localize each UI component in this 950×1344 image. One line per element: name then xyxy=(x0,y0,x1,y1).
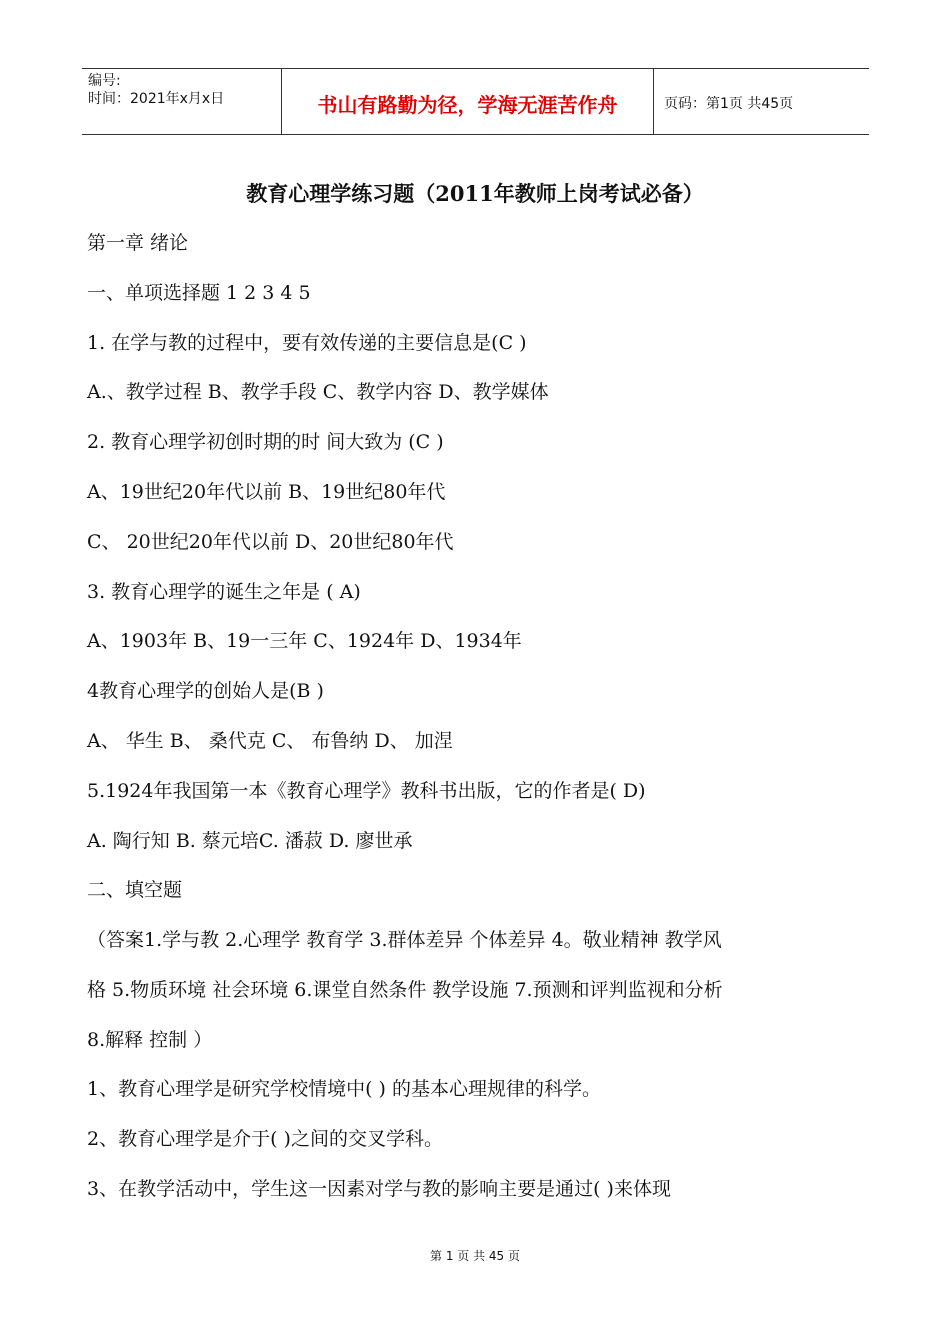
options-line: C、 20世纪20年代以前 D、20世纪80年代 xyxy=(87,531,454,553)
section-heading-fill: 二、填空题 xyxy=(87,879,183,901)
fill-question-line: 3、在教学活动中，学生这一因素对学与教的影响主要是通过( )来体现 xyxy=(87,1178,671,1200)
question-line: 1. 在学与教的过程中，要有效传递的主要信息是(C ) xyxy=(87,332,527,354)
answer-key-line: 格 5.物质环境 社会环境 6.课堂自然条件 教学设施 7.预测和评判监视和分析 xyxy=(87,979,723,1001)
answer-key-line: 8.解释 控制 ） xyxy=(87,1029,213,1051)
page-info-text: 页码：第1页 共45页 xyxy=(664,95,794,112)
page-info-cell xyxy=(654,69,869,134)
options-line: A、1903年 B、19一三年 C、1924年 D、1934年 xyxy=(87,630,522,652)
options-line: A、19世纪20年代以前 B、19世纪80年代 xyxy=(87,481,446,503)
fill-question-line: 2、教育心理学是介于( )之间的交叉学科。 xyxy=(87,1128,443,1150)
fill-question-line: 1、教育心理学是研究学校情境中( ) 的基本心理规律的科学。 xyxy=(87,1078,601,1100)
number-label: 编号: xyxy=(88,73,121,89)
question-line: 3. 教育心理学的诞生之年是 ( A) xyxy=(87,581,361,603)
document-title: 教育心理学练习题（2011年教师上岗考试必备） xyxy=(246,181,704,206)
question-line: 2. 教育心理学初创时期的时 间大致为 (C ) xyxy=(87,431,444,453)
options-line: A.、教学过程 B、教学手段 C、教学内容 D、教学媒体 xyxy=(87,381,549,403)
section-heading-choice: 一、单项选择题 1 2 3 4 5 xyxy=(87,282,311,304)
question-line: 5.1924年我国第一本《教育心理学》教科书出版，它的作者是( D) xyxy=(87,780,646,802)
question-line: 4教育心理学的创始人是(B ) xyxy=(87,680,324,702)
options-line: A. 陶行知 B. 蔡元培C. 潘菽 D. 廖世承 xyxy=(87,830,413,852)
options-line: A、 华生 B、 桑代克 C、 布鲁纳 D、 加涅 xyxy=(87,730,453,752)
time-label: 时间：2021年x月x日 xyxy=(88,91,225,107)
header-table xyxy=(82,68,869,135)
motto-cell xyxy=(282,69,654,134)
motto-text: 书山有路勤为径，学海无涯苦作舟 xyxy=(317,93,618,117)
page-footer: 第 1 页 共 45 页 xyxy=(430,1249,520,1263)
header-meta-cell xyxy=(82,69,282,134)
chapter-heading: 第一章 绪论 xyxy=(87,232,189,254)
answer-key-line: （答案1.学与教 2.心理学 教育学 3.群体差异 个体差异 4。敬业精神 教学风 xyxy=(87,929,722,951)
